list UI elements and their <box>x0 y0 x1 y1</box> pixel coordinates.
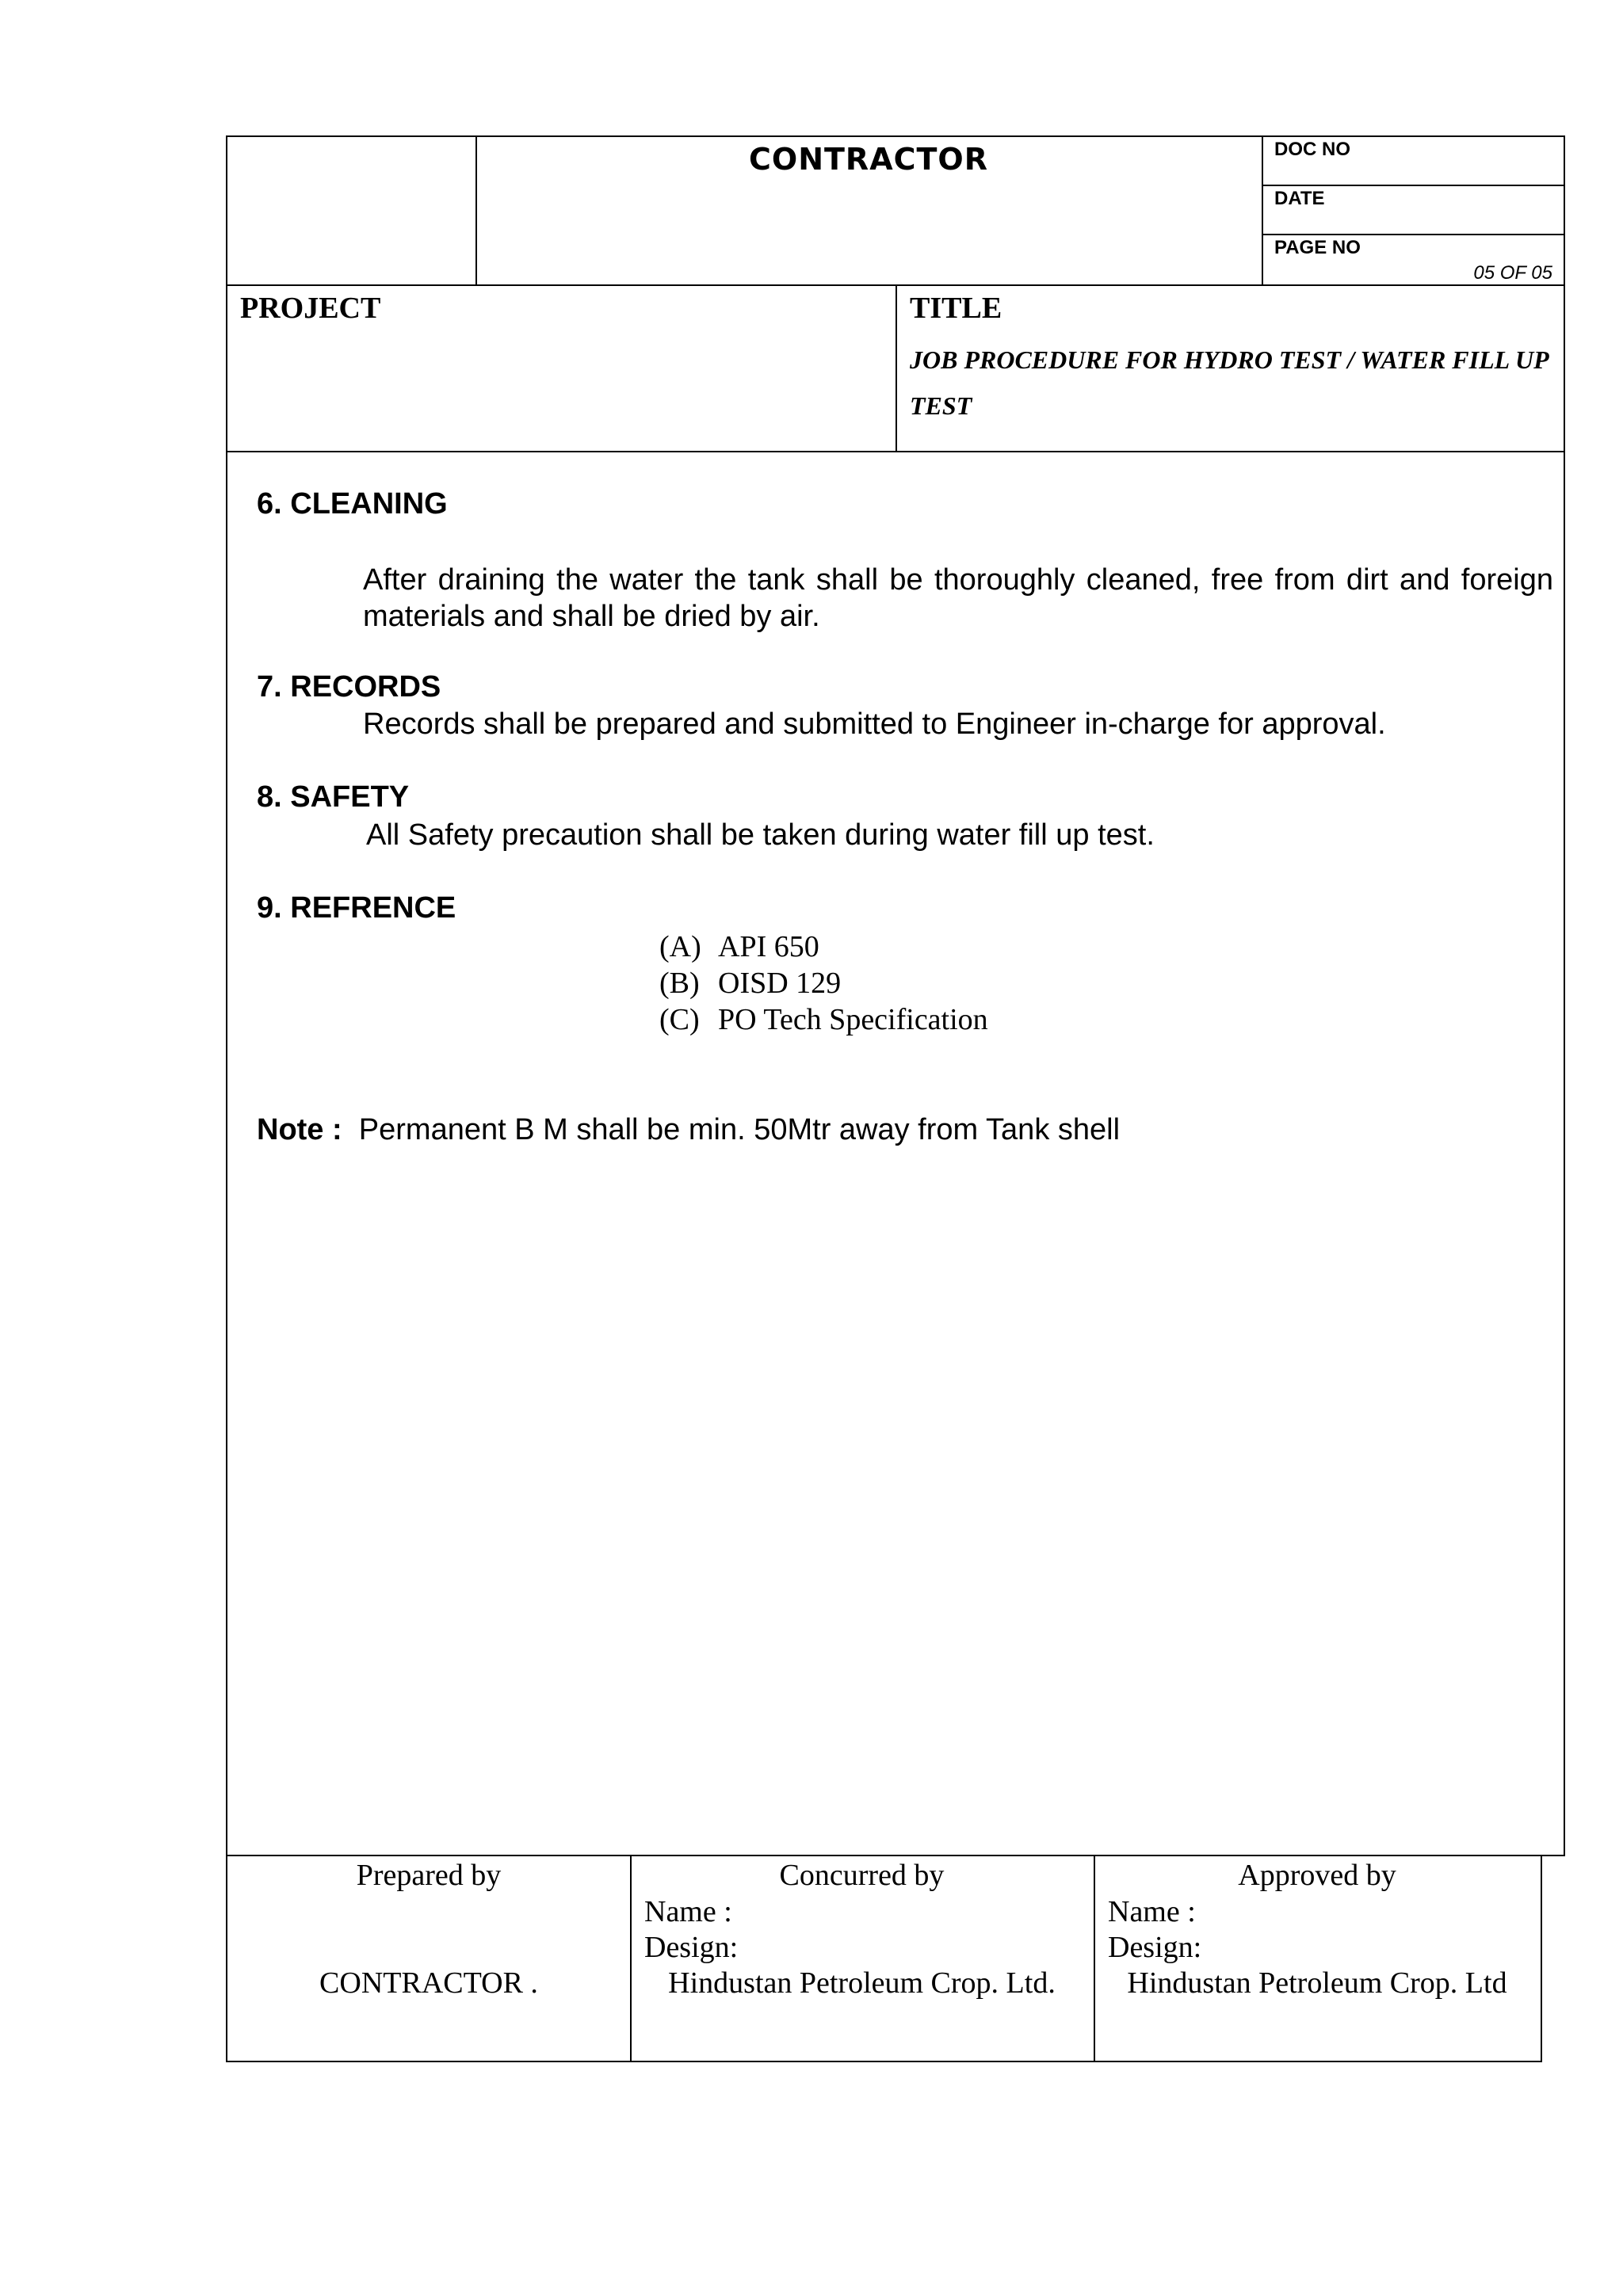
document-header <box>226 135 1565 286</box>
reference-letter: (B) <box>659 967 700 1000</box>
prepared-by-heading: Prepared by <box>356 1859 502 1892</box>
title-label: TITLE <box>910 292 1002 325</box>
note-line <box>257 1112 1120 1148</box>
doc-no-label: DOC NO <box>1274 139 1350 160</box>
reference-letter: (A) <box>659 930 701 963</box>
section-heading-safety: 8. SAFETY <box>257 780 410 814</box>
page-no-value: 05 OF 05 <box>1473 262 1552 284</box>
concurred-by-cell <box>630 1856 1095 2061</box>
date-label: DATE <box>1274 188 1325 209</box>
note-label: Note : <box>257 1113 342 1146</box>
page-no-label: PAGE NO <box>1274 237 1361 258</box>
title-cell <box>896 284 1565 451</box>
contractor-cell <box>475 137 1263 284</box>
prepared-by-org: CONTRACTOR . <box>319 1966 538 2000</box>
reference-item <box>659 929 819 964</box>
section-text-cleaning: After draining the water the tank shall be thoroughly cleaned, free from dirt and foreign materials and shall be dried by air. <box>363 563 1553 633</box>
section-text-safety: All Safety precaution shall be taken during water fill up test. <box>366 818 1155 852</box>
concurred-by-heading: Concurred by <box>779 1859 945 1892</box>
date-row <box>1263 186 1564 235</box>
signature-table <box>226 1855 1542 2062</box>
document-title: JOB PROCEDURE FOR HYDRO TEST / WATER FILL UP TEST <box>910 345 1549 420</box>
doc-meta-table <box>1263 137 1564 284</box>
approved-design-label: Design: <box>1108 1931 1202 1964</box>
note-text: Permanent B M shall be min. 50Mtr away from Tank shell <box>358 1113 1121 1146</box>
reference-letter: (C) <box>659 1003 700 1036</box>
reference-text: OISD 129 <box>718 967 842 1000</box>
concurred-design-label: Design: <box>644 1931 739 1964</box>
section-heading-records: 7. RECORDS <box>257 670 441 704</box>
project-title-block <box>226 284 1565 452</box>
reference-item <box>659 1002 988 1037</box>
page-no-row <box>1263 235 1564 284</box>
approved-name-label: Name : <box>1108 1895 1196 1928</box>
prepared-by-cell <box>227 1856 632 2061</box>
procedure-body <box>226 451 1565 1856</box>
reference-text: PO Tech Specification <box>718 1003 988 1036</box>
approved-by-heading: Approved by <box>1238 1859 1396 1892</box>
reference-text: API 650 <box>718 930 819 963</box>
contractor-title: CONTRACTOR <box>749 142 988 177</box>
project-cell <box>227 284 897 451</box>
section-text-records: Records shall be prepared and submitted to Engineer in-charge for approval. <box>363 707 1386 741</box>
doc-no-row <box>1263 137 1564 186</box>
concurred-name-label: Name : <box>644 1895 732 1928</box>
section-heading-reference: 9. REFRENCE <box>257 891 456 925</box>
reference-item <box>659 966 841 1001</box>
logo-cell <box>227 137 477 284</box>
approved-by-org: Hindustan Petroleum Crop. Ltd <box>1127 1966 1507 2000</box>
section-heading-cleaning: 6. CLEANING <box>257 487 448 521</box>
approved-by-cell <box>1094 1856 1541 2061</box>
project-label: PROJECT <box>240 292 381 325</box>
concurred-by-org: Hindustan Petroleum Crop. Ltd. <box>668 1966 1056 2000</box>
